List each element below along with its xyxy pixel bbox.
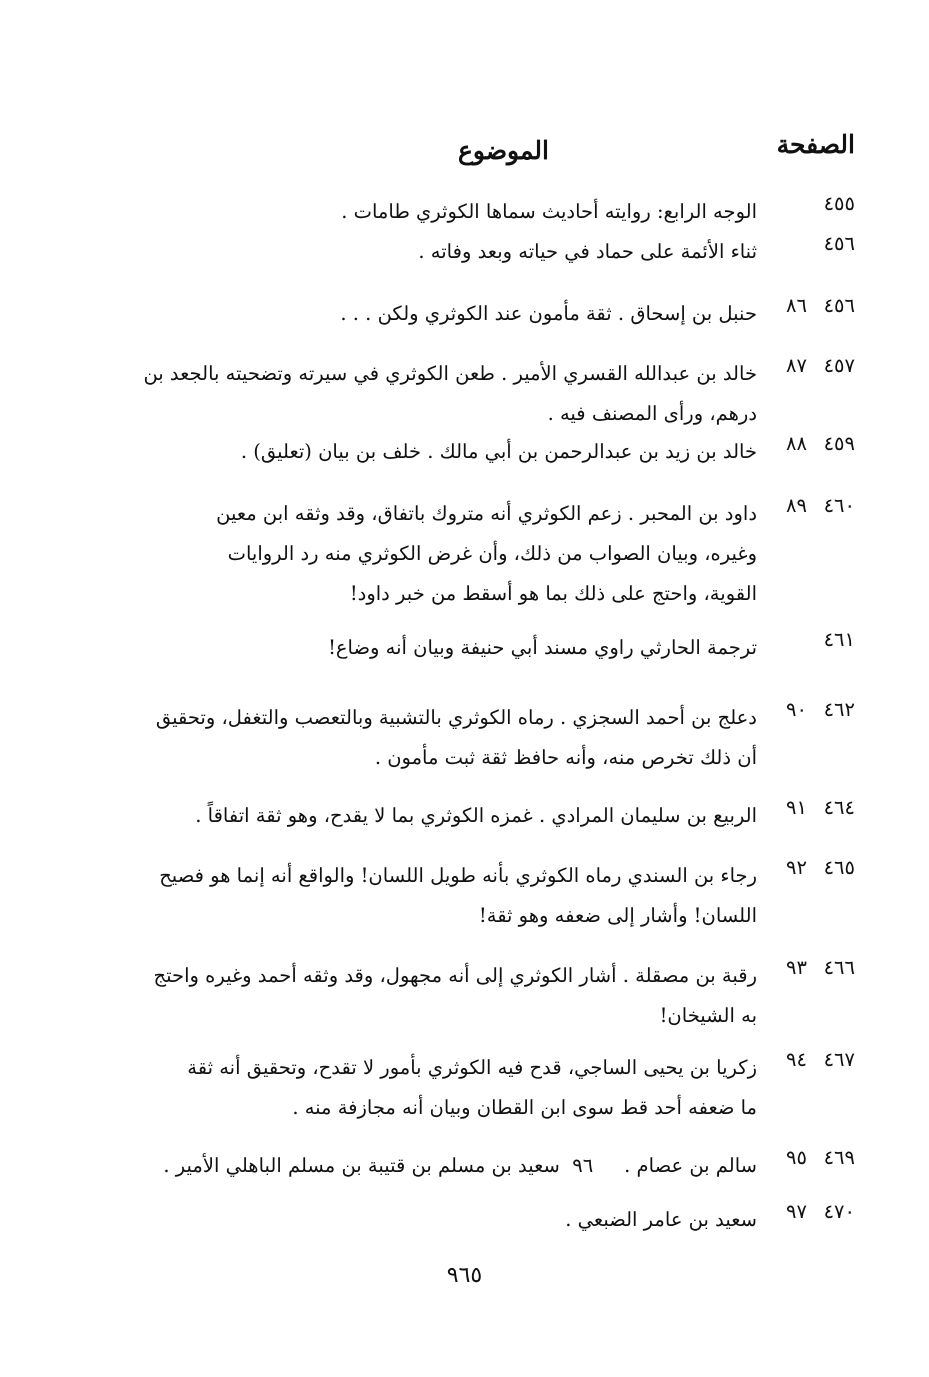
entry-line: خالد بن زيد بن عبدالرحمن بن أبي مالك . خلف بن بيان (تعليق) . — [240, 440, 757, 463]
entry-page: ٤٥٧ — [823, 354, 855, 377]
entry-page: ٤٦٠ — [823, 494, 855, 517]
entry-text — [155, 432, 757, 472]
entry-text — [155, 698, 757, 778]
entry-text — [155, 796, 757, 836]
entry-number: ٩٧ — [786, 1200, 807, 1223]
entry-line: زكريا بن يحيى الساجي، قدح فيه الكوثري بأمور لا تقدح، وتحقيق أنه ثقة — [187, 1056, 757, 1079]
entry-page: ٤٥٩ — [823, 432, 855, 455]
entry-page: ٤٧٠ — [823, 1200, 855, 1223]
entry-line: ما ضعفه أحد قط سوى ابن القطان وبيان أنه مجازفة منه . — [292, 1096, 757, 1119]
entry-number: ٩٣ — [786, 956, 807, 979]
entry-text — [155, 192, 757, 232]
entry-line: حنبل بن إسحاق . ثقة مأمون عند الكوثري ولكن . . . — [340, 302, 757, 325]
entry-page: ٤٥٦ — [823, 294, 855, 317]
entry-line: به الشيخان! — [659, 1004, 757, 1027]
entry-line: ترجمة الحارثي راوي مسند أبي حنيفة وبيان أنه وضاع! — [328, 636, 757, 659]
entry-number: ٨٩ — [786, 494, 807, 517]
entry-text — [155, 1048, 757, 1128]
topic-column-header: الموضوع — [458, 136, 549, 165]
entry-line: الوجه الرابع: روايته أحاديث سماها الكوثري طامات . — [341, 200, 757, 223]
entry-number: ٩٢ — [786, 856, 807, 879]
entry-line: أن ذلك تخرص منه، وأنه حافظ ثقة ثبت مأمون . — [374, 746, 757, 769]
entry-number: ٩١ — [786, 796, 807, 819]
entry-line: سالم بن عصام . ٩٦ سعيد بن مسلم بن قتيبة بن مسلم الباهلي الأمير . — [163, 1154, 757, 1177]
entry-number: ٩٠ — [786, 698, 807, 721]
entry-text — [143, 354, 757, 434]
entry-number: ٨٦ — [786, 294, 807, 317]
page-column-header: الصفحة — [776, 130, 855, 159]
entry-line: القوية، واحتج على ذلك بما هو أسقط من خبر داود! — [349, 582, 757, 605]
entry-text — [155, 232, 757, 272]
entry-text — [155, 1200, 757, 1240]
entry-number: ٩٤ — [786, 1048, 807, 1071]
entry-page: ٤٦٥ — [823, 856, 855, 879]
entry-page: ٤٦٩ — [823, 1146, 855, 1169]
entry-page: ٤٦٧ — [823, 1048, 855, 1071]
entry-text — [155, 294, 757, 334]
entry-line: داود بن المحبر . زعم الكوثري أنه متروك باتفاق، وقد وثقه ابن معين — [216, 502, 757, 525]
entry-page: ٤٥٥ — [823, 192, 855, 215]
entry-page: ٤٥٦ — [823, 232, 855, 255]
entry-line: وغيره، وبيان الصواب من ذلك، وأن غرض الكوثري منه رد الروايات — [227, 542, 757, 565]
entry-text — [155, 1146, 757, 1186]
entry-line: الربيع بن سليمان المرادي . غمزه الكوثري بما لا يقدح، وهو ثقة اتفاقاً . — [195, 804, 757, 827]
entry-line: خالد بن عبدالله القسري الأمير . طعن الكوثري في سيرته وتضحيته بالجعد بن — [143, 362, 757, 385]
entry-text — [155, 856, 757, 936]
entry-line: دعلج بن أحمد السجزي . رماه الكوثري بالتشبية وبالتعصب والتغفل، وتحقيق — [155, 706, 757, 729]
entry-page: ٤٦٦ — [823, 956, 855, 979]
entry-number: ٨٧ — [786, 354, 807, 377]
entry-number: ٩٥ — [786, 1146, 807, 1169]
entry-text — [155, 494, 757, 614]
entry-text — [155, 956, 757, 1036]
entry-line: درهم، ورأى المصنف فيه . — [547, 402, 757, 425]
entry-page: ٤٦٤ — [823, 796, 855, 819]
entry-line: سعيد بن عامر الضبعي . — [565, 1208, 757, 1231]
entry-line: رقبة بن مصقلة . أشار الكوثري إلى أنه مجهول، وقد وثقه أحمد وغيره واحتج — [153, 964, 757, 987]
page-number: ٩٦٥ — [446, 1263, 483, 1288]
entry-line: ثناء الأئمة على حماد في حياته وبعد وفاته . — [418, 240, 757, 263]
entry-line: رجاء بن السندي رماه الكوثري بأنه طويل اللسان! والواقع أنه إنما هو فصيح — [159, 864, 757, 887]
entry-page: ٤٦١ — [823, 628, 855, 651]
entry-number: ٨٨ — [786, 432, 807, 455]
entry-text — [155, 628, 757, 668]
entry-line: اللسان! وأشار إلى ضعفه وهو ثقة! — [478, 904, 757, 927]
entry-page: ٤٦٢ — [823, 698, 855, 721]
